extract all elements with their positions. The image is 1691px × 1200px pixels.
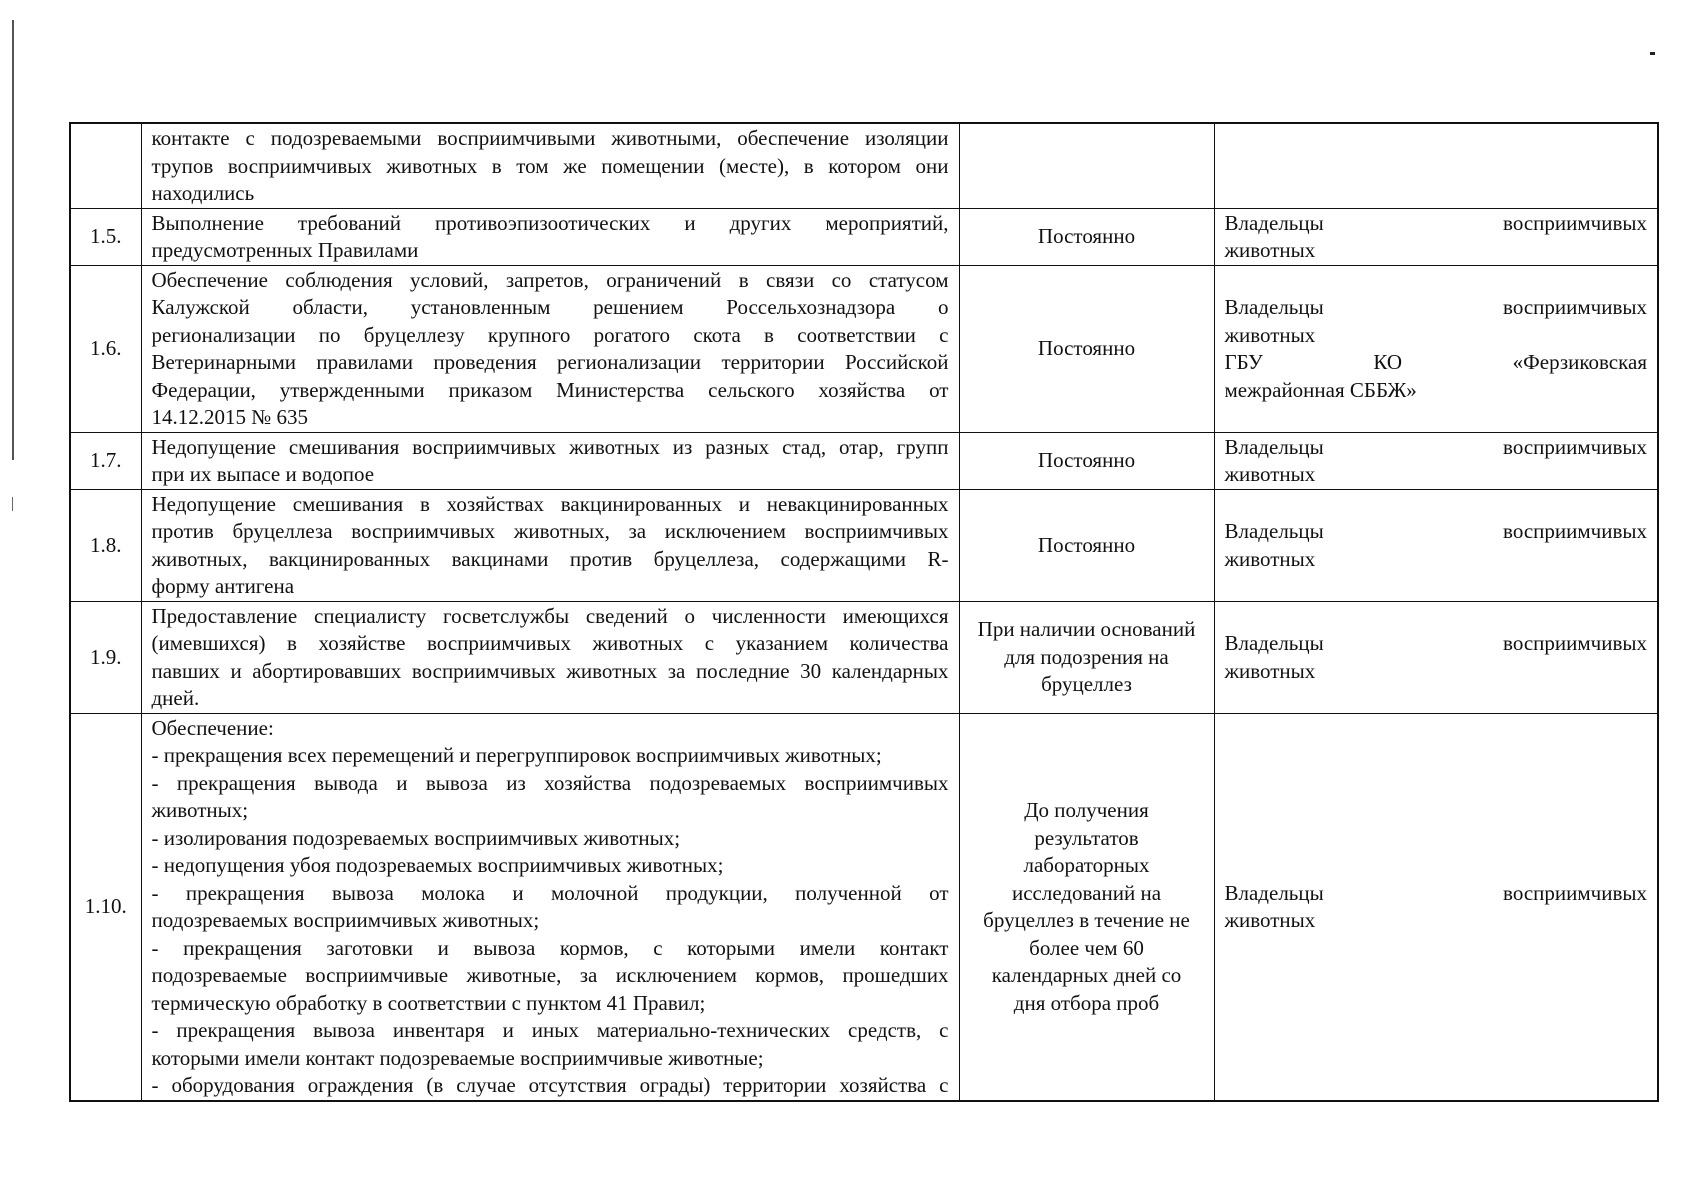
measure-text: Предоставление специалисту госветслужбы сведений о численности имеющихся (имевшихся) в хозяйстве восприимчивых животных с указанием количества павших и абортировавших восприимчивых животных за последние 30 календарных дней.: [141, 601, 959, 713]
measures-table: [69, 122, 1659, 1102]
term-cell: Постоянно: [959, 208, 1214, 265]
margin-tick-mark: [12, 497, 13, 511]
item-number: 1.5.: [70, 208, 141, 265]
measure-text: контакте с подозреваемыми восприимчивыми животными, обеспечение изоляции трупов восприимчивых животных в том же помещении (месте), в котором они находились: [141, 123, 959, 208]
term-cell: До получения результатов лабораторных исследований на бруцеллез в течение не более чем 60 календарных дней со дня отбора проб: [959, 713, 1214, 1101]
table-row: [70, 208, 1658, 265]
responsible-cell: Владельцы восприимчивых животных: [1214, 601, 1658, 713]
responsible-cell: Владельцы восприимчивых животных: [1214, 489, 1658, 601]
measure-text: Недопущение смешивания в хозяйствах вакцинированных и невакцинированных против бруцеллеза восприимчивых животных, за исключением восприимчивых животных, вакцинированных вакцинами против бруцеллеза, содержащими R- форму антигена: [141, 489, 959, 601]
item-number: [70, 123, 141, 208]
binding-margin-line: [12, 20, 14, 460]
table-row: [70, 489, 1658, 601]
item-number: 1.7.: [70, 432, 141, 489]
table-row: [70, 265, 1658, 432]
responsible-cell: Владельцы восприимчивых животных: [1214, 432, 1658, 489]
term-cell: [959, 123, 1214, 208]
item-number: 1.10.: [70, 713, 141, 1101]
responsible-cell: [1214, 123, 1658, 208]
term-cell: Постоянно: [959, 489, 1214, 601]
measure-text: Выполнение требований противоэпизоотических и других мероприятий, предусмотренных Правилами: [141, 208, 959, 265]
item-number: 1.6.: [70, 265, 141, 432]
item-number: 1.8.: [70, 489, 141, 601]
responsible-cell: Владельцы восприимчивых животных: [1214, 208, 1658, 265]
term-cell: При наличии оснований для подозрения на бруцеллез: [959, 601, 1214, 713]
table-row: [70, 432, 1658, 489]
table-row: [70, 123, 1658, 208]
table-row: [70, 713, 1658, 1101]
term-cell: Постоянно: [959, 265, 1214, 432]
responsible-cell: Владельцы восприимчивых животных ГБУ КО «Ферзиковская межрайонная СББЖ»: [1214, 265, 1658, 432]
responsible-cell: Владельцы восприимчивых животных: [1214, 713, 1658, 1101]
measure-text: Недопущение смешивания восприимчивых животных из разных стад, отар, групп при их выпасе и водопое: [141, 432, 959, 489]
term-cell: Постоянно: [959, 432, 1214, 489]
item-number: 1.9.: [70, 601, 141, 713]
scan-corner-mark: [1650, 52, 1655, 55]
table-row: [70, 601, 1658, 713]
measure-text: Обеспечение соблюдения условий, запретов, ограничений в связи со статусом Калужской области, установленным решением Россельхознадзора о регионализации по бруцеллезу крупного рогатого скота в соответствии с Ветеринарными правилами проведения регионализации территории Российской Федерации, утвержденными приказом Министерства сельского хозяйства от 14.12.2015 № 635: [141, 265, 959, 432]
measure-text: Обеспечение: - прекращения всех перемещений и перегруппировок восприимчивых животных; - прекращения вывода и вывоза из хозяйства подозреваемых восприимчивых животных; - изолирования подозреваемых восприимчивых животных; - недопущения убоя подозреваемых восприимчивых животных; - прекращения вывоза молока и молочной продукции, полученной от подозреваемых восприимчивых животных; - прекращения заготовки и вывоза кормов, с которыми имели контакт подозреваемые восприимчивые животные, за исключением кормов, прошедших термическую обработку в соответствии с пунктом 41 Правил; - прекращения вывоза инвентаря и иных материально-технических средств, с которыми имели контакт подозреваемые восприимчивые животные; - оборудования ограждения (в случае отсутствия ограды) территории хозяйства с: [141, 713, 959, 1101]
